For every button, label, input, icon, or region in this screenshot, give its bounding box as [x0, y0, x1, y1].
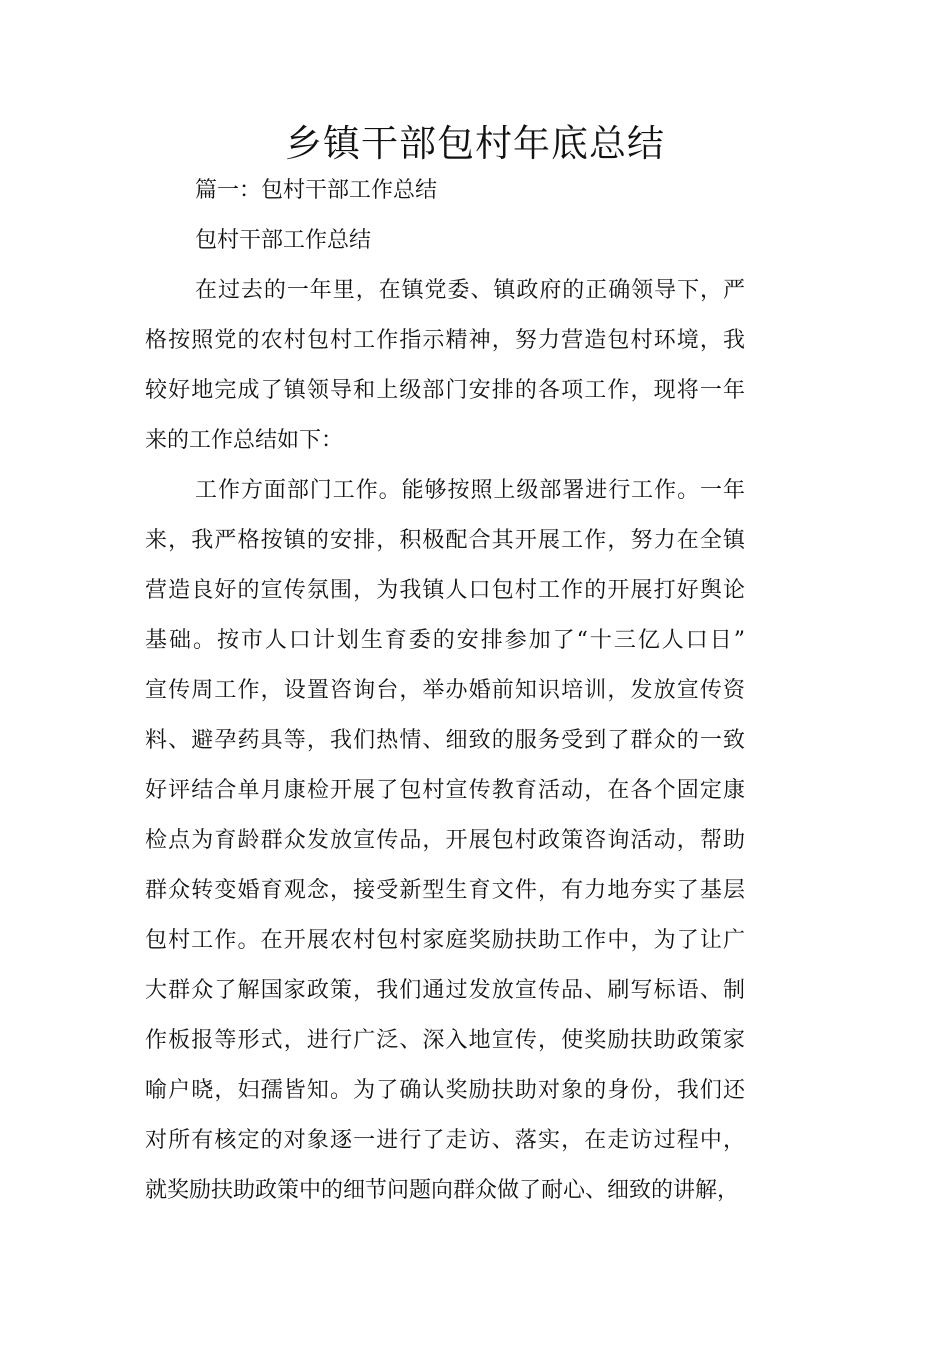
document-title: 乡镇干部包村年底总结	[285, 122, 665, 165]
paragraph-line: 来的工作总结如下：	[145, 428, 344, 453]
section-heading	[145, 166, 745, 216]
paragraph-line: 就奖励扶助政策中的细节问题向群众做了耐心、细致的讲解，	[145, 1178, 740, 1203]
subheading-text: 包村干部工作总结	[195, 228, 372, 253]
paragraph-line: 宣传周工作，设置咨询台，举办婚前知识培训，发放宣传资	[145, 678, 745, 703]
paragraph-line: 大群众了解国家政策，我们通过发放宣传品、刷写标语、制	[145, 978, 745, 1003]
paragraph-line: 基础。按市人口计划生育委的安排参加了“十三亿人口日”	[145, 628, 745, 653]
paragraph-1	[145, 266, 745, 466]
paragraph-line: 较好地完成了镇领导和上级部门安排的各项工作，现将一年	[145, 378, 745, 403]
document-body	[145, 166, 745, 1216]
paragraph-line: 群众转变婚育观念，接受新型生育文件，有力地夯实了基层	[145, 878, 745, 903]
paragraph-2	[145, 466, 745, 1216]
paragraph-line: 在过去的一年里，在镇党委、镇政府的正确领导下，严	[195, 278, 745, 303]
section-heading-text: 篇一：包村干部工作总结	[195, 178, 438, 203]
paragraph-line: 对所有核定的对象逐一进行了走访、落实，在走访过程中，	[145, 1128, 745, 1153]
subheading	[145, 216, 745, 266]
paragraph-line: 工作方面部门工作。能够按照上级部署进行工作。一年	[195, 478, 745, 503]
paragraph-line: 作板报等形式，进行广泛、深入地宣传，使奖励扶助政策家	[145, 1028, 745, 1053]
paragraph-line: 来，我严格按镇的安排，积极配合其开展工作，努力在全镇	[145, 528, 745, 553]
paragraph-line: 好评结合单月康检开展了包村宣传教育活动，在各个固定康	[145, 778, 745, 803]
paragraph-line: 格按照党的农村包村工作指示精神，努力营造包村环境，我	[145, 328, 745, 353]
paragraph-line: 包村工作。在开展农村包村家庭奖励扶助工作中，为了让广	[145, 928, 745, 953]
paragraph-line: 喻户晓，妇孺皆知。为了确认奖励扶助对象的身份，我们还	[145, 1078, 745, 1103]
paragraph-line: 料、避孕药具等，我们热情、细致的服务受到了群众的一致	[145, 728, 745, 753]
paragraph-line: 营造良好的宣传氛围，为我镇人口包村工作的开展打好舆论	[145, 578, 745, 603]
paragraph-line: 检点为育龄群众发放宣传品，开展包村政策咨询活动，帮助	[145, 828, 745, 853]
